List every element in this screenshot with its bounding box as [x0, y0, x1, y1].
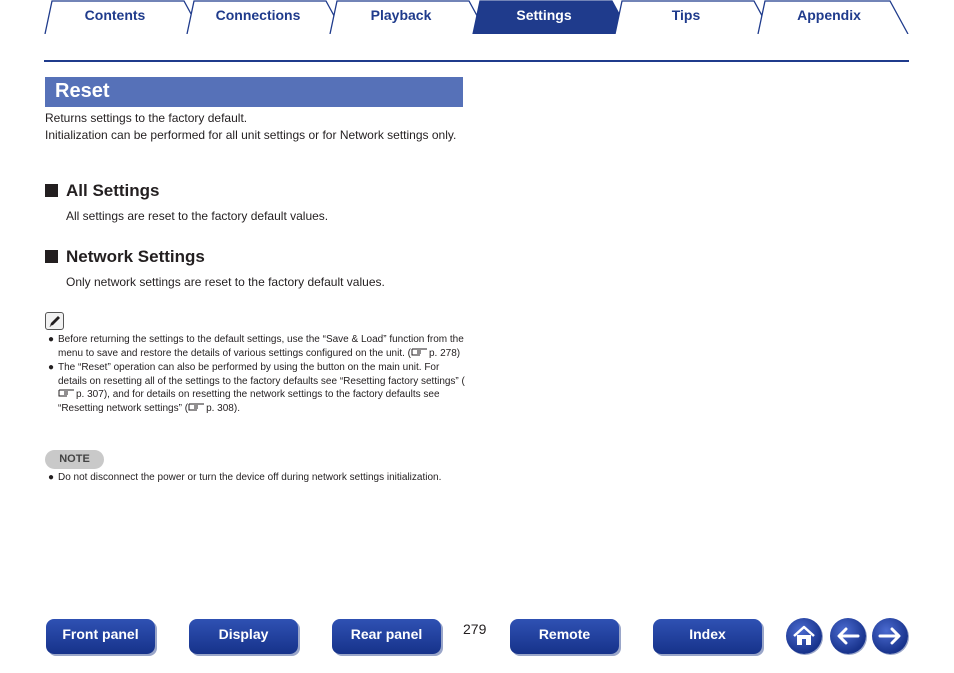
page-title-bar — [45, 77, 463, 107]
tab-label: Appendix — [797, 7, 861, 23]
tab-label: Tips — [671, 7, 701, 23]
list-item — [45, 361, 470, 415]
display-button[interactable]: Display — [189, 619, 298, 654]
page-title: Reset — [55, 80, 110, 102]
page-number: 279 — [463, 621, 487, 637]
arrow-right-icon — [872, 618, 908, 654]
front-panel-button[interactable]: Front panel — [46, 619, 155, 654]
tab-playback[interactable] — [329, 0, 489, 34]
tab-label: Connections — [215, 7, 301, 23]
section-heading-text: Network Settings — [66, 247, 205, 266]
forward-button[interactable] — [872, 618, 908, 654]
note-badge: NOTE — [45, 450, 104, 469]
remote-button[interactable]: Remote — [510, 619, 619, 654]
note-text: Do not disconnect the power or turn the device off during network settings initialization. — [58, 472, 442, 483]
tip-text: ). — [233, 402, 240, 414]
rear-panel-button[interactable]: Rear panel — [332, 619, 441, 654]
tab-label: Contents — [84, 7, 146, 23]
list-item — [45, 471, 470, 485]
back-button[interactable] — [830, 618, 866, 654]
note-list — [45, 471, 470, 486]
tip-text: ) — [456, 347, 461, 359]
pointing-hand-icon — [188, 402, 206, 411]
tab-contents[interactable] — [44, 0, 204, 34]
pointing-hand-icon — [411, 347, 429, 356]
tip-text: The “Reset” operation can also be performed by using the button on the main unit. For details on resetting all of the settings to the factory defaults see “Resetting factory settings” ( — [58, 362, 465, 387]
bullet-icon: ● — [48, 362, 55, 374]
intro-text — [45, 110, 465, 144]
tip-text: ), and for details on resetting the network settings to the factory defaults see “Resetting network settings” ( — [58, 389, 440, 414]
page-link[interactable]: p. 307 — [76, 389, 104, 401]
page-link[interactable]: p. 278 — [428, 347, 457, 359]
tab-settings[interactable] — [472, 0, 632, 34]
tab-underline — [44, 60, 909, 62]
tab-tips[interactable] — [614, 0, 774, 34]
page-link[interactable]: p. 308 — [206, 402, 234, 414]
intro-line: Returns settings to the factory default. — [45, 111, 248, 125]
section-heading-text: All Settings — [66, 181, 160, 200]
index-button[interactable]: Index — [653, 619, 762, 654]
home-icon — [786, 618, 822, 654]
bullet-icon: ● — [48, 334, 55, 345]
section-heading-all-settings — [45, 181, 160, 201]
section-body-all-settings: All settings are reset to the factory default values. — [66, 209, 329, 223]
arrow-left-icon — [830, 618, 866, 654]
intro-line: Initialization can be performed for all unit settings or for Network settings only. — [45, 128, 457, 142]
tab-connections[interactable] — [186, 0, 346, 34]
pencil-icon — [45, 312, 64, 330]
tab-label: Playback — [370, 7, 432, 23]
bullet-icon: ● — [48, 472, 55, 483]
square-bullet-icon — [45, 184, 58, 197]
section-heading-network-settings — [45, 247, 205, 267]
tip-text: Before returning the settings to the default settings, use the “Save & Load” function from the menu to save and restore the details of various settings configured on the unit. ( — [58, 334, 464, 359]
section-body-network-settings: Only network settings are reset to the factory default values. — [66, 275, 385, 289]
pointing-hand-icon — [58, 388, 76, 397]
list-item — [45, 333, 470, 360]
tab-appendix[interactable] — [757, 0, 912, 34]
tab-label: Settings — [516, 7, 572, 23]
tips-list — [45, 333, 470, 417]
square-bullet-icon — [45, 250, 58, 263]
home-button[interactable] — [786, 618, 822, 654]
